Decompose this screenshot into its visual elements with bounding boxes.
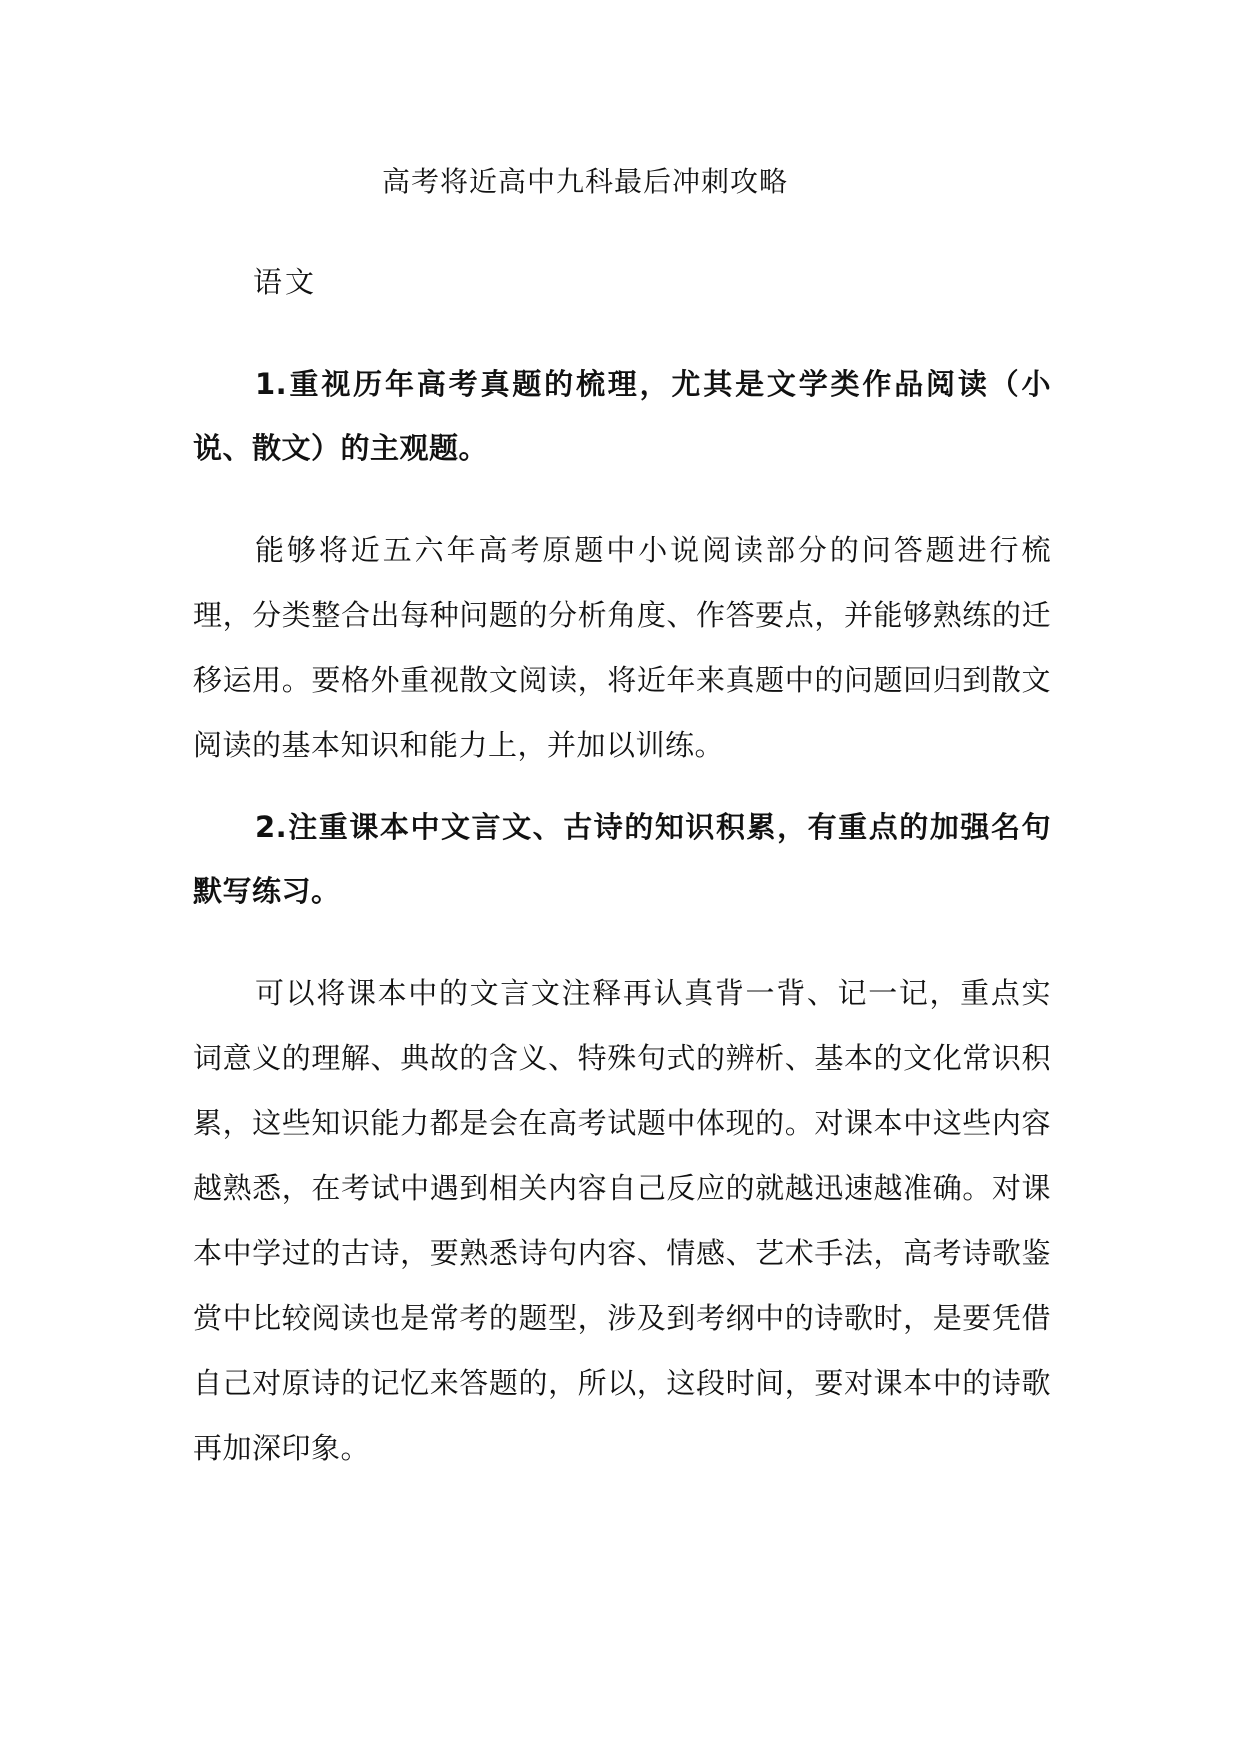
section-2-body: 可以将课本中的文言文注释再认真背一背、记一记，重点实词意义的理解、典故的含义、特殊句式的辨析、基本的文化常识积累，这些知识能力都是会在高考试题中体现的。对课本中这些内容越熟悉，在考试中遇到相关内容自己反应的就越迅速越准确。对课本中学过的古诗，要熟悉诗句内容、情感、艺术手法，高考诗歌鉴赏中比较阅读也是常考的题型，涉及到考纲中的诗歌时，是要凭借自己对原诗的记忆来答题的，所以，这段时间，要对课本中的诗歌再加深印象。 xyxy=(193,976,1051,1465)
subject-heading: 语文 xyxy=(253,265,318,299)
document-title: 高考将近高中九科最后冲刺攻略 xyxy=(381,165,788,198)
section-1-body: 能够将近五六年高考原题中小说阅读部分的问答题进行梳理，分类整合出每种问题的分析角度、作答要点，并能够熟练的迁移运用。要格外重视散文阅读，将近年来真题中的问题回归到散文阅读的基本知识和能力上，并加以训练。 xyxy=(193,533,1051,762)
section-2-heading: 2.注重课本中文言文、古诗的知识积累，有重点的加强名句默写练习。 xyxy=(193,810,1051,908)
section-1-heading: 1.重视历年高考真题的梳理，尤其是文学类作品阅读（小说、散文）的主观题。 xyxy=(193,367,1051,465)
